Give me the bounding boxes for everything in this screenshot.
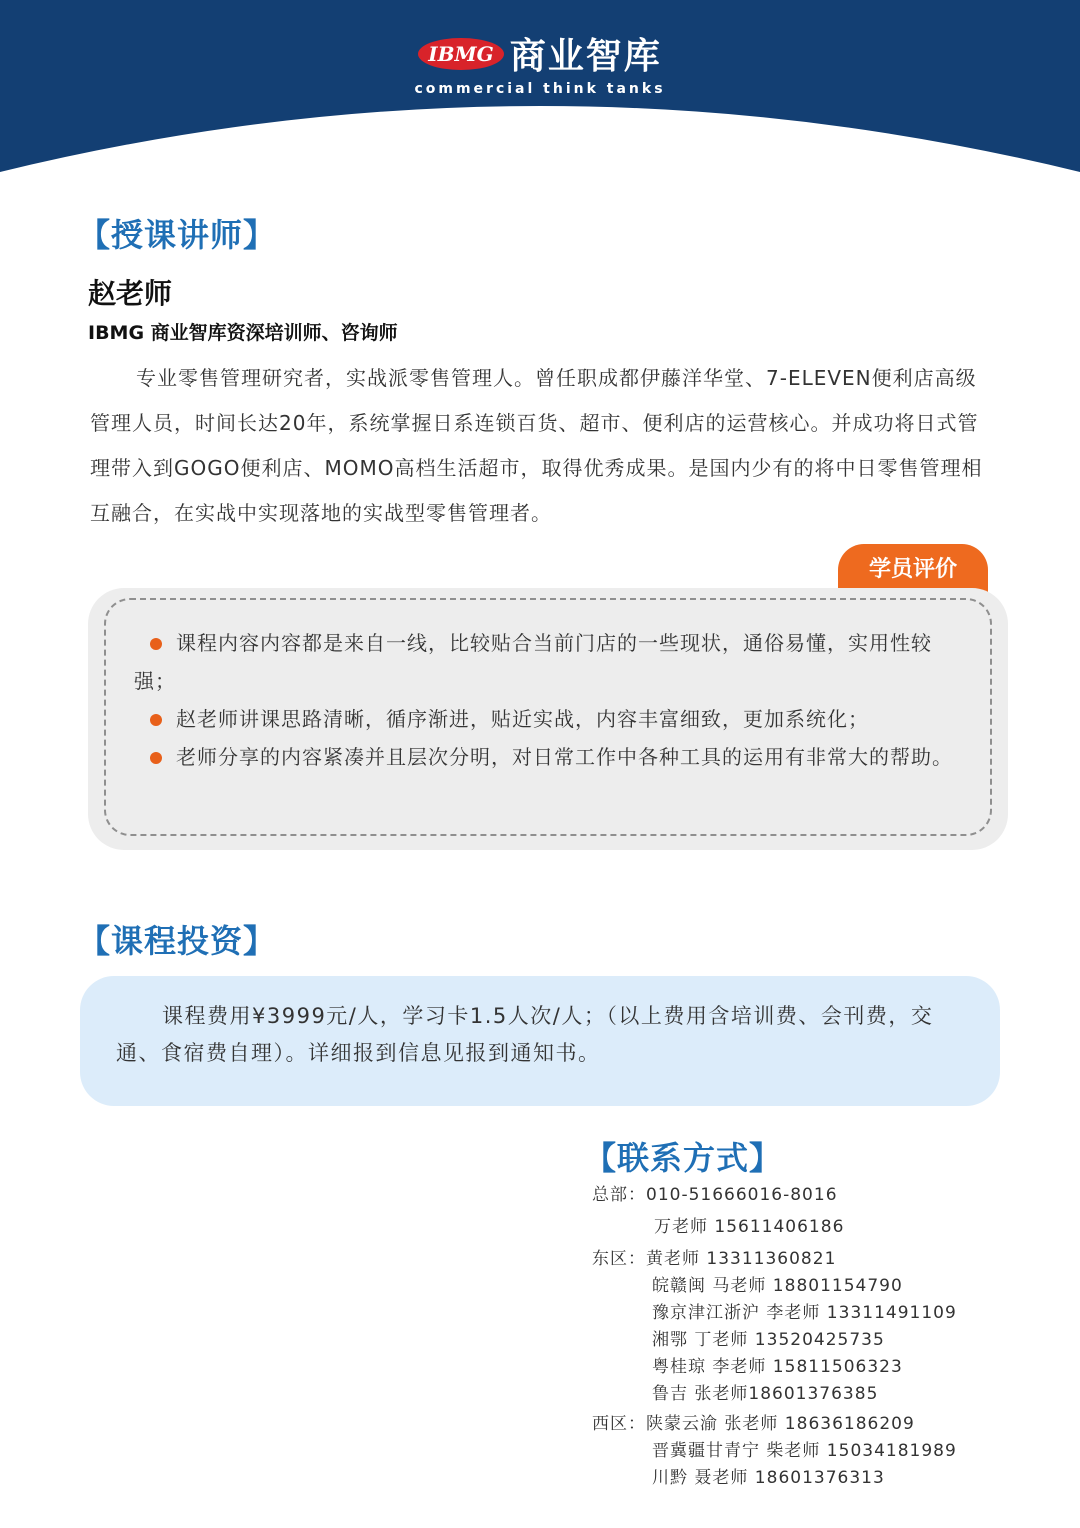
- logo-english-name: commercial think tanks: [414, 81, 666, 97]
- evaluation-dashed-frame: [104, 598, 992, 836]
- contact-row: 皖赣闽 马老师 18801154790: [652, 1276, 903, 1296]
- logo-chinese-name: 商业智库: [509, 36, 662, 77]
- evaluation-tab: 学员评价: [838, 544, 988, 596]
- teacher-name: 赵老师: [88, 277, 173, 310]
- contact-row: 晋冀疆甘青宁 柴老师 15034181989: [652, 1441, 957, 1461]
- evaluation-item: 老师分享的内容紧凑并且层次分明，对日常工作中各种工具的运用有非常大的帮助。: [134, 738, 960, 776]
- brand-logo: [0, 28, 1080, 97]
- contact-row: 东区：黄老师 13311360821: [592, 1249, 837, 1269]
- bullet-dot-icon: [150, 714, 162, 726]
- evaluation-item: 赵老师讲课思路清晰，循序渐进，贴近实战，内容丰富细致，更加系统化；: [134, 700, 960, 738]
- contact-row: 总部：010-51666016-8016: [592, 1185, 838, 1205]
- contact-row: 川黔 聂老师 18601376313: [652, 1468, 885, 1488]
- contact-row: 鲁吉 张老师18601376385: [652, 1384, 879, 1404]
- contact-row: 豫京津江浙沪 李老师 13311491109: [652, 1303, 957, 1323]
- evaluation-box: [88, 588, 1008, 850]
- teacher-section-title: 【授课讲师】: [78, 216, 277, 254]
- contact-row: 万老师 15611406186: [654, 1217, 845, 1237]
- evaluation-list: [106, 600, 990, 776]
- teacher-position: IBMG 商业智库资深培训师、咨询师: [88, 322, 398, 344]
- price-text: 课程费用¥3999元/人，学习卡1.5人次/人；（以上费用含培训费、会刊费，交通、食宿费自理）。详细报到信息见报到通知书。: [116, 1004, 934, 1065]
- ibmg-logo-icon: IBMG: [418, 38, 503, 70]
- evaluation-item: 课程内容内容都是来自一线，比较贴合当前门店的一些现状，通俗易懂，实用性较强；: [134, 631, 932, 693]
- price-box: [80, 976, 1000, 1106]
- bullet-dot-icon: [150, 638, 162, 650]
- teacher-bio: 专业零售管理研究者，实战派零售管理人。曾任职成都伊藤洋华堂、7-ELEVEN便利店高级管理人员，时间长达20年，系统掌握日系连锁百货、超市、便利店的运营核心。并成功将日式管理带入到GOGO便利店、MOMO高档生活超市，取得优秀成果。是国内少有的将中日零售管理相互融合，在实战中实现落地的实战型零售管理者。: [90, 366, 983, 525]
- bullet-dot-icon: [150, 752, 162, 764]
- contact-row: 粤桂琼 李老师 15811506323: [652, 1357, 903, 1377]
- contact-row: 西区：陕蒙云渝 张老师 18636186209: [592, 1414, 915, 1434]
- contact-section-title: 【联系方式】: [584, 1139, 783, 1177]
- investment-section-title: 【课程投资】: [78, 922, 277, 960]
- contact-row: 湘鄂 丁老师 13520425735: [652, 1330, 885, 1350]
